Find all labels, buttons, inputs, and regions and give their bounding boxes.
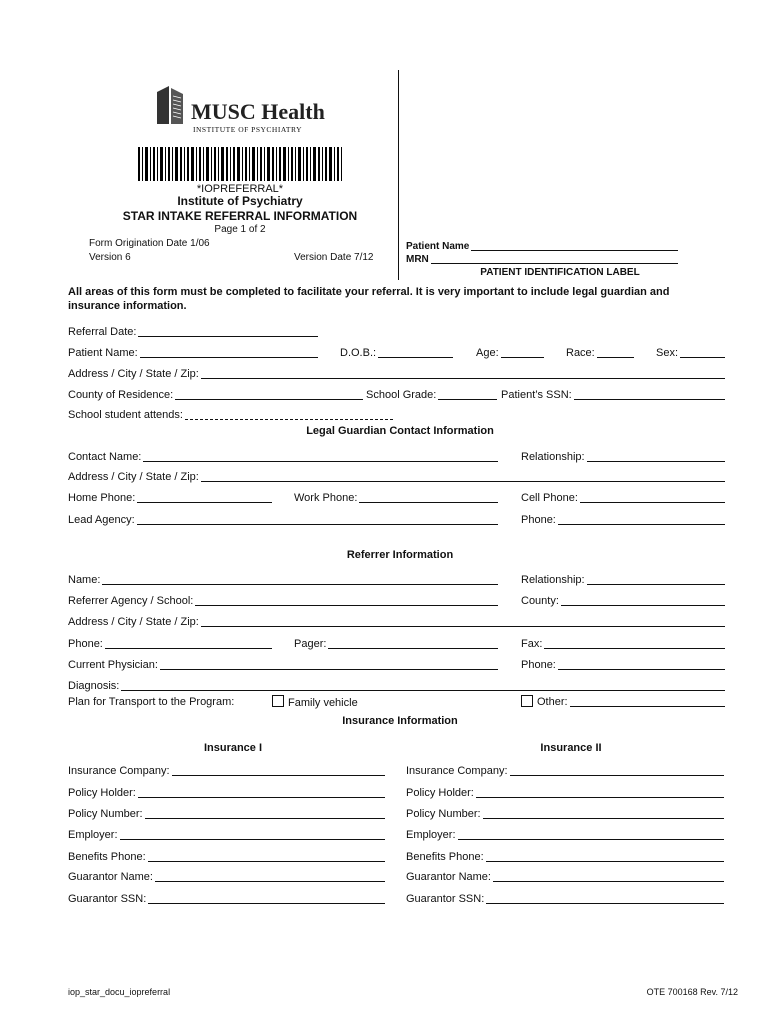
insurance-2-heading: Insurance II [540,742,602,754]
lead-agency-phone-field[interactable] [521,512,725,526]
guardian-cell-phone-field[interactable] [521,490,725,504]
sex-label: Sex: [656,347,679,359]
referrer-relationship-field[interactable] [521,572,725,586]
physician-phone-label: Phone: [521,659,556,671]
ins2-number-field[interactable] [406,806,724,820]
referrer-name-field[interactable] [68,572,498,586]
referrer-address-label: Address / City / State / Zip: [68,616,199,628]
physician-phone-field[interactable] [521,657,725,671]
ins2-guarantor-name-label: Guarantor Name: [406,871,491,883]
lead-agency-phone-label: Phone: [521,514,556,526]
referrer-pager-label: Pager: [294,638,327,650]
ins1-holder-field[interactable] [68,785,385,799]
referrer-fax-field[interactable] [521,636,725,650]
ins2-guarantor-ssn-label: Guarantor SSN: [406,893,485,905]
patient-address-label: Address / City / State / Zip: [68,368,199,380]
physician-field[interactable] [68,657,498,671]
logo-name: MUSC Health [191,99,325,124]
referrer-phone-label: Phone: [68,638,103,650]
patient-address-field[interactable] [68,366,725,380]
guardian-address-label: Address / City / State / Zip: [68,471,199,483]
ins2-holder-label: Policy Holder: [406,787,474,799]
ins2-benefits-label: Benefits Phone: [406,851,484,863]
label-mrn-field[interactable] [406,251,678,265]
school-grade-field[interactable] [366,387,497,401]
lead-agency-field[interactable] [68,512,498,526]
guardian-relationship-label: Relationship: [521,451,585,463]
ins1-benefits-field[interactable] [68,849,385,863]
version: Version 6 [89,252,131,263]
form-title: STAR INTAKE REFERRAL INFORMATION [122,209,358,223]
guardian-work-phone-field[interactable] [294,490,498,504]
ins1-guarantor-ssn-field[interactable] [68,891,385,905]
school-field[interactable] [68,407,393,421]
ins2-employer-field[interactable] [406,827,724,841]
label-patient-name-label: Patient Name [406,241,470,252]
label-mrn-label: MRN [406,254,429,265]
ins2-company-field[interactable] [406,763,724,777]
referral-date-label: Referral Date: [68,326,137,338]
logo-subtitle: INSTITUTE OF PSYCHIATRY [193,125,303,134]
ins1-company-label: Insurance Company: [68,765,170,777]
header-divider [398,70,399,280]
ins2-holder-field[interactable] [406,785,724,799]
guardian-address-field[interactable] [68,469,725,483]
institute-title: Institute of Psychiatry [177,194,303,208]
other-label: Other: [537,696,568,708]
guardian-relationship-field[interactable] [521,449,725,463]
guardian-home-phone-label: Home Phone: [68,492,136,504]
referrer-agency-field[interactable] [68,593,498,607]
intro-text: All areas of this form must be completed to facilitate your referral. It is very important to include legal guardian and insurance information. [68,286,670,312]
referrer-heading: Referrer Information [346,549,454,561]
origination-date: Form Origination Date 1/06 [89,238,210,249]
ins1-company-field[interactable] [68,763,385,777]
sex-field[interactable] [656,345,725,359]
patient-name-field[interactable] [68,345,318,359]
patient-name-label: Patient Name: [68,347,138,359]
age-label: Age: [476,347,499,359]
version-date: Version Date 7/12 [294,252,374,263]
patient-ssn-field[interactable] [501,387,725,401]
footer-left: iop_star_docu_iopreferral [68,987,171,997]
other-checkbox[interactable] [521,695,533,707]
ins1-number-label: Policy Number: [68,808,143,820]
footer-right: OTE 700168 Rev. 7/12 [646,987,738,997]
school-label: School student attends: [68,409,183,421]
referrer-agency-label: Referrer Agency / School: [68,595,194,607]
ins1-number-field[interactable] [68,806,385,820]
barcode-text: *IOPREFERRAL* [196,183,284,195]
lead-agency-label: Lead Agency: [68,514,135,526]
ins1-employer-field[interactable] [68,827,385,841]
ins1-guarantor-name-field[interactable] [68,869,385,883]
patient-id-label-caption: PATIENT IDENTIFICATION LABEL [480,267,640,278]
guardian-contact-name-label: Contact Name: [68,451,142,463]
diagnosis-label: Diagnosis: [68,680,120,692]
dob-field[interactable] [340,345,453,359]
ins1-guarantor-name-label: Guarantor Name: [68,871,153,883]
transport-other-field[interactable] [521,694,725,708]
ins1-guarantor-ssn-label: Guarantor SSN: [68,893,147,905]
transport-label: Plan for Transport to the Program: [68,696,235,708]
ins2-guarantor-ssn-field[interactable] [406,891,724,905]
family-vehicle-label: Family vehicle [288,697,358,709]
insurance-1-heading: Insurance I [203,742,263,754]
guardian-heading: Legal Guardian Contact Information [306,425,494,437]
race-field[interactable] [566,345,634,359]
guardian-cell-phone-label: Cell Phone: [521,492,578,504]
county-field[interactable] [68,387,363,401]
page-number: Page 1 of 2 [214,224,266,235]
family-vehicle-option[interactable] [272,695,358,709]
ins2-employer-label: Employer: [406,829,456,841]
ins1-employer-label: Employer: [68,829,118,841]
referrer-name-label: Name: [68,574,101,586]
age-field[interactable] [476,345,544,359]
guardian-work-phone-label: Work Phone: [294,492,358,504]
ins1-benefits-label: Benefits Phone: [68,851,146,863]
ins1-holder-label: Policy Holder: [68,787,136,799]
barcode [138,147,342,181]
referrer-phone-field[interactable] [68,636,272,650]
referrer-pager-field[interactable] [294,636,498,650]
guardian-home-phone-field[interactable] [68,490,272,504]
patient-ssn-label: Patient’s SSN: [501,389,572,401]
ins2-number-label: Policy Number: [406,808,481,820]
referrer-fax-label: Fax: [521,638,543,650]
physician-label: Current Physician: [68,659,158,671]
county-label: County of Residence: [68,389,174,401]
label-patient-name-field[interactable] [406,238,678,252]
musc-logo [155,84,335,134]
ins2-company-label: Insurance Company: [406,765,508,777]
referral-date-field[interactable] [68,324,318,338]
family-vehicle-checkbox[interactable] [272,695,284,707]
race-label: Race: [566,347,595,359]
dob-label: D.O.B.: [340,347,377,359]
building-icon [155,84,189,126]
referrer-county-label: County: [521,595,559,607]
ins2-benefits-field[interactable] [406,849,724,863]
referrer-relationship-label: Relationship: [521,574,585,586]
guardian-contact-name-field[interactable] [68,449,498,463]
diagnosis-field[interactable] [68,678,725,692]
ins2-guarantor-name-field[interactable] [406,869,724,883]
referrer-address-field[interactable] [68,614,725,628]
school-grade-label: School Grade: [366,389,437,401]
insurance-heading: Insurance Information [342,715,458,727]
referrer-county-field[interactable] [521,593,725,607]
